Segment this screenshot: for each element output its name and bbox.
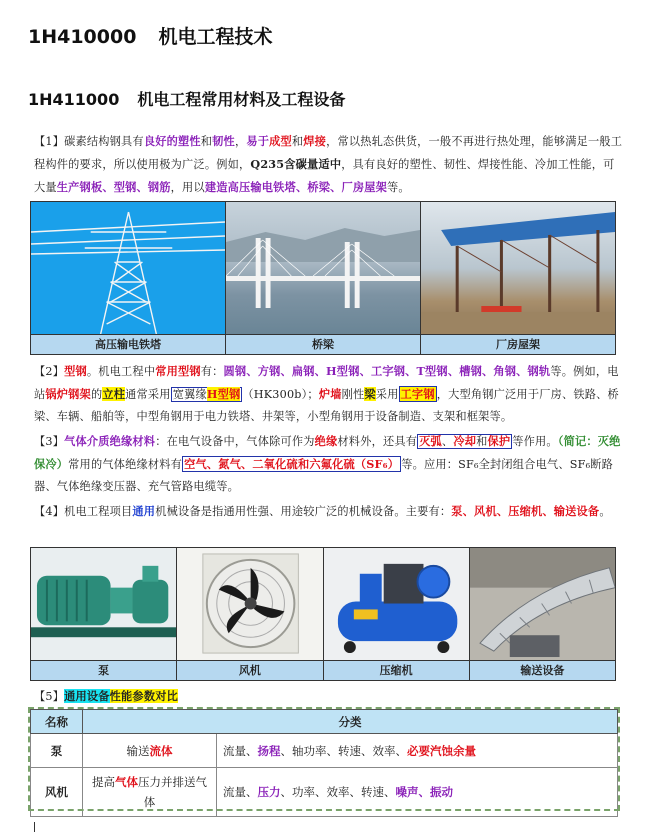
paragraph-5 (34, 685, 624, 708)
image-cell-compressor (324, 548, 470, 680)
caption-conveyor: 输送设备 (470, 660, 615, 680)
row-name: 泵 (31, 734, 83, 768)
image-row-structures (30, 201, 616, 355)
p1-text: ，具有良好的塑性、韧性、焊接性能、冷加工性能，可大量 (34, 158, 615, 194)
text-cursor (34, 822, 35, 832)
paragraph-1 (34, 130, 624, 199)
row-params (217, 768, 618, 817)
p1-emph: 建造高压输电铁塔、桥梁、厂房屋架 (204, 180, 388, 194)
table-row (31, 734, 618, 768)
p3-emph: 冷却 (453, 434, 477, 448)
p4-text: 【4】机电工程项目 (34, 505, 133, 518)
p5-highlight: 性能参数对比 (109, 689, 178, 703)
p2-highlight: H型钢 (206, 387, 241, 401)
compressor-image (324, 548, 469, 660)
p2-text: 等。例如，电站 (34, 365, 619, 401)
p2-boxed: 宽翼缘 (172, 388, 207, 401)
p2-text: （HK300b）； (242, 388, 319, 401)
caption-tower: 高压输电铁塔 (31, 334, 225, 354)
params-emph: 扬程 (257, 743, 281, 758)
p2-emph: 圆钢、方钢、扁钢、H型钢、工字钢、T型钢、槽钢、角钢、钢轨 (223, 364, 551, 378)
p5-text: 【5】 (34, 690, 65, 703)
p3-emph: 灭弧 (419, 434, 442, 448)
desc-emph: 气体 (115, 775, 138, 789)
image-cell-factory (421, 202, 615, 354)
p2-text: 【2】 (34, 365, 65, 378)
p2-text: 通常采用 (125, 388, 171, 401)
p4-emph: 泵、风机、压缩机、输送设备 (451, 504, 600, 518)
caption-factory: 厂房屋架 (421, 334, 615, 354)
p2-text: 的 (90, 388, 103, 401)
desc-emph: 流体 (149, 743, 173, 758)
params-text: 、功率、效率、转速、 (280, 785, 396, 799)
p1-text: ，常以热轧态供货，一般不再进行热处理，能够满足一般工程构件的要求，所以使用极为广泛。例如， (34, 135, 623, 171)
row-description (83, 768, 217, 817)
p1-text: 和 (200, 135, 213, 148)
params-text: 流量、 (223, 785, 258, 799)
image-row-equipment (30, 547, 616, 681)
caption-bridge: 桥梁 (226, 334, 420, 354)
section-code: 1H411000 (28, 90, 120, 109)
p2-highlight: 工字钢 (400, 387, 435, 401)
p2-highlight: 梁 (364, 387, 376, 401)
p3-emph: 气体介质绝缘材料 (64, 434, 156, 448)
image-cell-conveyor (470, 548, 615, 680)
p1-text: 等。 (387, 181, 410, 194)
p1-emph: 焊接 (303, 134, 327, 148)
section-heading (28, 87, 345, 110)
p3-text: 等。应用：SF₆全封闭组合电气、SF₆断路器、气体绝缘变压器、充气管路电缆等。 (34, 458, 614, 493)
p2-emph: 常用型钢 (155, 364, 201, 378)
p4-emph: 通用 (132, 504, 156, 518)
fan-image (177, 548, 322, 660)
p1-text: ， (234, 135, 247, 148)
p3-emph: 绝缘 (314, 434, 338, 448)
row-params (217, 734, 618, 768)
comparison-table (30, 709, 618, 817)
caption-pump: 泵 (31, 660, 176, 680)
p1-emph: 塑性 (177, 134, 201, 148)
paragraph-4 (34, 500, 624, 523)
p4-text: 机械设备是指通用性强、用途较广泛的机械设备。主要有： (155, 505, 452, 518)
chapter-heading (28, 22, 272, 49)
p1-emph: 生产钢板、型钢、钢筋 (56, 180, 171, 194)
table-header-row (31, 710, 618, 734)
transmission-tower-image (31, 202, 225, 334)
p3-text: 等作用。 (512, 435, 558, 448)
paragraph-3 (34, 430, 624, 498)
section-title: 机电工程常用材料及工程设备 (137, 90, 346, 109)
params-emph: 噪声、振动 (395, 785, 453, 799)
params-emph: 压力 (257, 785, 281, 799)
p3-text: 材料外，还具有 (337, 435, 418, 448)
desc-text: 压力并排送气体 (138, 775, 207, 809)
desc-text: 输送 (126, 743, 150, 758)
p2-emph: 锅炉钢架 (45, 387, 91, 401)
bridge-image (226, 202, 420, 334)
header-classification: 分类 (83, 710, 618, 734)
p2-text: 刚性 (341, 388, 365, 401)
p3-emph: 保护 (487, 434, 511, 448)
chapter-title: 机电工程技术 (158, 26, 273, 48)
p2-highlight: 立柱 (102, 387, 126, 401)
p3-mnemonic: （简记：灭绝保冷） (34, 434, 621, 471)
params-emph: 必要汽蚀余量 (407, 743, 476, 758)
params-text: 流量、 (223, 743, 258, 758)
chapter-code: 1H410000 (28, 26, 137, 48)
p1-emph: 成型 (269, 134, 292, 148)
header-name: 名称 (31, 710, 83, 734)
paragraph-2 (34, 360, 624, 428)
p2-emph: 炉墙 (318, 387, 342, 401)
image-cell-bridge (226, 202, 421, 354)
p3-text: 【3】 (34, 435, 65, 448)
p1-text: ，用以 (170, 181, 205, 194)
p2-text: ，大型角钢广泛用于厂房、铁路、桥梁、车辆、船舶等，中型角钢用于电力铁塔、井架等，小型角钢用于设备制造、支架和框架等。 (34, 388, 619, 423)
p3-text: ：在电气设备中，气体除可作为 (155, 435, 315, 448)
factory-roof-image (421, 202, 615, 334)
p1-emph: Q235含碳量适中 (250, 157, 342, 171)
p4-text: 。 (599, 505, 611, 518)
pump-image (31, 548, 176, 660)
p2-text: 采用 (375, 388, 399, 401)
params-text: 、轴功率、转速、效率、 (280, 743, 407, 758)
image-cell-fan (177, 548, 323, 680)
p3-text: 和 (476, 435, 488, 448)
p1-text: 和 (291, 135, 304, 148)
image-cell-tower (31, 202, 226, 354)
p1-emph: 韧性 (212, 134, 235, 148)
table-row (31, 768, 618, 817)
p3-text: 、 (441, 435, 454, 448)
desc-text: 提高 (92, 775, 115, 789)
p3-emph: 空气、氮气、二氧化硫和六氟化硫（SF₆） (184, 457, 400, 471)
p2-text: 。机电工程中 (86, 365, 156, 378)
p3-text: 常用的气体绝缘材料有 (68, 458, 183, 471)
p2-emph: 型钢 (64, 364, 87, 378)
p1-emph: 良好的 (143, 134, 178, 148)
row-description (83, 734, 217, 768)
row-name: 风机 (31, 768, 83, 817)
p1-emph: 易于 (246, 134, 270, 148)
p2-text: 有： (200, 365, 224, 378)
conveyor-image (470, 548, 615, 660)
caption-compressor: 压缩机 (324, 660, 469, 680)
caption-fan: 风机 (177, 660, 322, 680)
image-cell-pump (31, 548, 177, 680)
p1-text: 【1】碳素结构钢具有 (34, 135, 144, 148)
p5-highlight: 通用设备 (64, 689, 110, 703)
